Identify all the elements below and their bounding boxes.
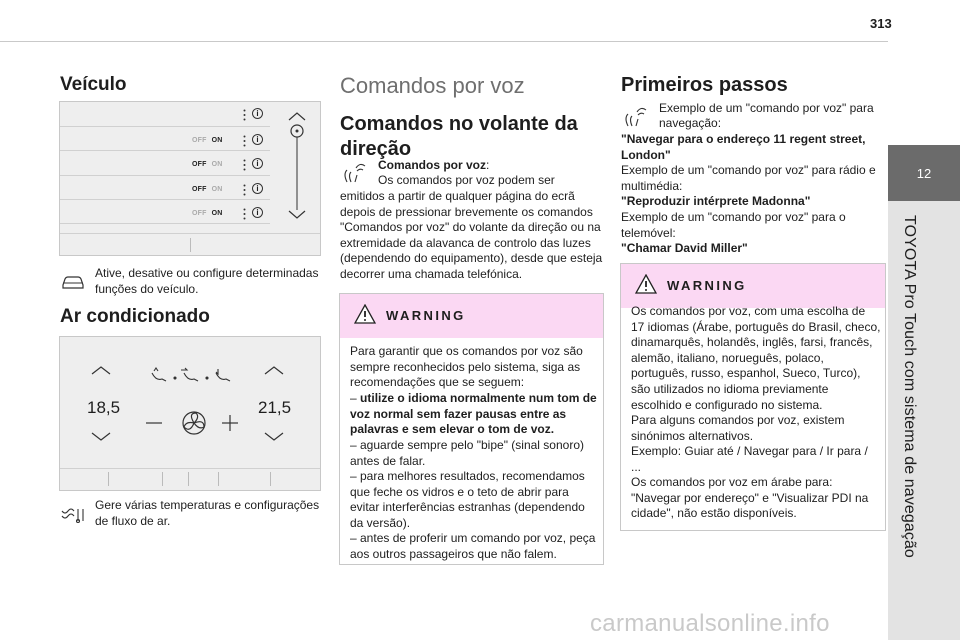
more-icon: [243, 108, 246, 126]
toggle-off-1: OFF ON: [192, 161, 223, 168]
warning-arabic-text: Os comandos por voz em árabe para: "Navegar por endereço" e "Visualizar PDI na cidade", não estão disponíveis.: [631, 475, 869, 521]
chapter-strip: [888, 201, 960, 640]
more-icon: [243, 207, 246, 225]
warning-example-text: Exemplo: Guiar até / Navegar para / Ir para / ...: [631, 444, 868, 474]
voice-command-icon: [342, 162, 368, 189]
car-icon: [60, 274, 86, 295]
temp-left: 18,5: [87, 398, 121, 417]
voice-intro-line2: Os comandos por voz podem ser: [378, 173, 555, 187]
toggle-off-2: OFF ON: [192, 186, 223, 193]
info-icon: i: [252, 183, 263, 194]
phone-example-command: "Chamar David Miller": [621, 241, 748, 255]
more-icon: [243, 158, 246, 176]
toggle-on-1: OFF ON: [192, 137, 223, 144]
nav-example-intro-1: Exemplo de um "comando por voz" para: [659, 101, 874, 115]
info-icon: i: [252, 134, 263, 145]
warning-header: [621, 264, 885, 308]
warning-intro: Para garantir que os comandos por voz são sempre reconhecidos pelo sistema, siga as recomendações que se seguem:: [350, 344, 583, 390]
ac-caption: Gere várias temperaturas e configurações de fluxo de ar.: [95, 498, 320, 528]
more-icon: [243, 134, 246, 152]
vehicle-heading: Veículo: [60, 74, 127, 95]
warning-bullet-2: – aguarde sempre pelo "bipe" (sinal sonoro) antes de falar.: [350, 438, 584, 468]
voice-command-icon: [623, 106, 649, 133]
info-icon: i: [252, 108, 263, 119]
warning-bullet-3: – para melhores resultados, recomendamos que feche os vidros e o teto de abrir para evitar interferências estranhas (dependendo da versão).: [350, 469, 585, 530]
info-icon: i: [252, 158, 263, 169]
warning-title: WARNING: [667, 278, 747, 293]
watermark: carmanualsonline.info: [590, 610, 830, 637]
voice-intro-line1: Comandos por voz:: [378, 158, 490, 172]
nav-example-command: "Navegar para o endereço 11 regent street, London": [621, 132, 866, 162]
info-icon: i: [252, 207, 263, 218]
header-rule: [0, 41, 888, 42]
warning-title: WARNING: [386, 308, 466, 323]
first-steps-heading: Primeiros passos: [621, 74, 788, 96]
warning-box-languages: [620, 263, 886, 531]
warning-box-voice: [339, 293, 604, 565]
climate-illustration: [59, 336, 321, 491]
temp-right: 21,5: [258, 398, 292, 417]
vehicle-settings-illustration: [59, 101, 321, 256]
more-icon: [243, 183, 246, 201]
chapter-title: TOYOTA Pro Touch com sistema de navegação: [901, 215, 918, 558]
media-example-intro: Exemplo de um "comando por voz" para rádio e multimédia:: [621, 163, 876, 193]
ac-heading: Ar condicionado: [60, 306, 210, 327]
phone-example-intro: Exemplo de um "comando por voz" para o telemóvel:: [621, 210, 846, 240]
warning-bullet-4: – antes de proferir um comando por voz, peça aos outros passageiros que não falem.: [350, 531, 596, 561]
vehicle-caption: Ative, desative ou configure determinadas funções do veículo.: [95, 266, 319, 296]
voice-intro-body: emitidos a partir de qualquer página do ecrã depois de pressionar brevemente os comandos "Comandos por voz" do volante da direção ou na extremidade da alavanca de controlo das luzes (dependendo do equipamento), desde que esteja decorrer uma chamada telefónica.: [340, 189, 603, 281]
warning-icon: [635, 274, 657, 294]
warning-synonyms-text: Para alguns comandos por voz, existem sinónimos alternativos.: [631, 413, 845, 443]
media-example-command: "Reproduzir intérprete Madonna": [621, 194, 811, 208]
fan-control-icon: [144, 409, 244, 442]
nav-example-intro-2: navegação:: [659, 116, 722, 130]
toggle-on-2: OFF ON: [192, 210, 223, 217]
warning-header: [340, 294, 603, 338]
section-title: Comandos por voz: [340, 73, 525, 98]
warning-icon: [354, 304, 376, 324]
chapter-tab[interactable]: 12: [888, 145, 960, 201]
climate-icon: [60, 507, 88, 528]
warning-languages-text: Os comandos por voz, com uma escolha de 17 idiomas (Árabe, português do Brasil, checo, dinamarquês, holandês, inglês, farsi, francês, alemão, italiano, norueguês, polaco, português, russo, espanhol, Sueco, Turco), são utilizados no idioma previamente escolhido e configurado no sistema.: [631, 304, 881, 412]
scroll-control-icon: [284, 110, 310, 227]
steering-commands-heading: Comandos no volante da direção: [340, 113, 578, 160]
airflow-mode-icons: [148, 367, 238, 392]
warning-bullet-1: – utilize o idioma normalmente num tom de voz normal sem fazer pausas entre as palavras e sem elevar o tom de voz.: [350, 391, 597, 437]
page-number: 313: [870, 16, 892, 31]
